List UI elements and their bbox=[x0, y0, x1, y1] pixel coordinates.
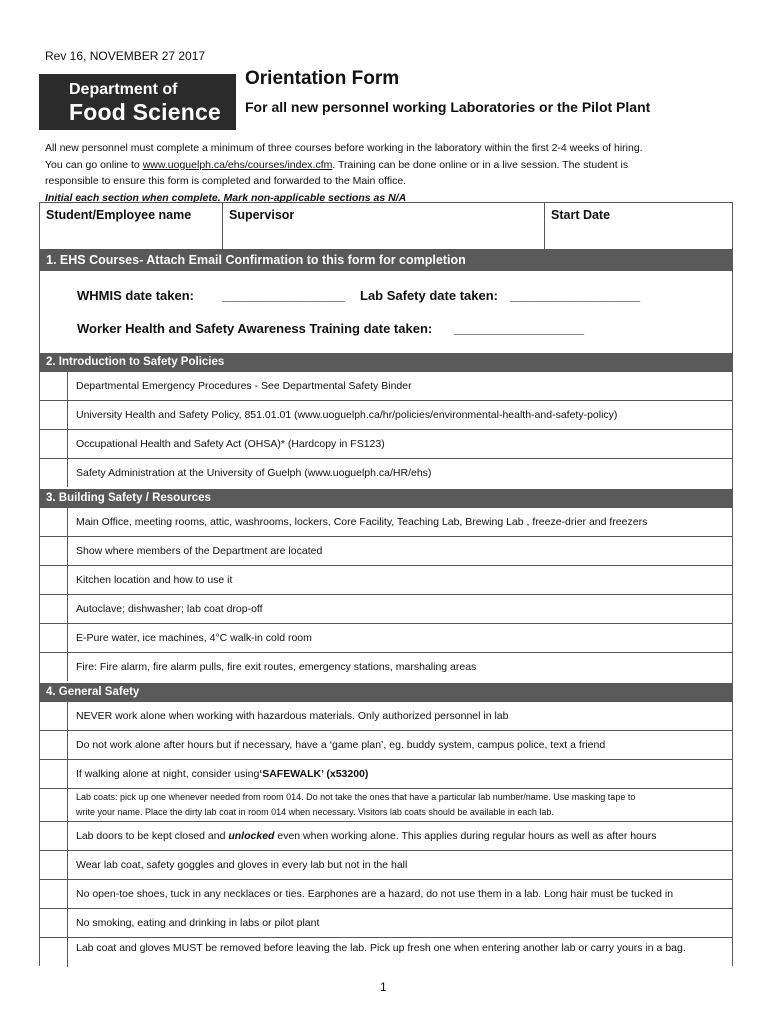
initial-box[interactable] bbox=[40, 372, 68, 400]
personnel-info-row bbox=[40, 203, 732, 250]
initial-box[interactable] bbox=[40, 595, 68, 623]
checklist-item: If walking alone at night, consider using ‘SAFEWALK’ (x53200) bbox=[76, 768, 369, 780]
checklist-item: Do not work alone after hours but if necessary, have a ‘game plan’, eg. buddy system, campus police, text a friend bbox=[76, 739, 606, 751]
initial-box[interactable] bbox=[40, 508, 68, 536]
initial-box[interactable] bbox=[40, 880, 68, 908]
section-1-header: 1. EHS Courses- Attach Email Confirmation to this form for completion bbox=[40, 250, 732, 271]
checklist-item: University Health and Safety Policy, 851.01.01 (www.uoguelph.ca/hr/policies/environmental-health-and-safety-policy) bbox=[76, 409, 618, 421]
checklist-item: Departmental Emergency Procedures - See Departmental Safety Binder bbox=[76, 380, 412, 392]
initial-box[interactable] bbox=[40, 789, 68, 821]
checklist-row bbox=[40, 730, 732, 759]
form-title: Orientation Form bbox=[245, 68, 400, 89]
initial-box[interactable] bbox=[40, 624, 68, 652]
checklist-row bbox=[40, 565, 732, 594]
revision-date: Rev 16, NOVEMBER 27 2017 bbox=[45, 49, 206, 63]
initial-box[interactable] bbox=[40, 909, 68, 937]
checklist-row bbox=[40, 536, 732, 565]
form-subtitle: For all new personnel working Laboratories or the Pilot Plant bbox=[245, 99, 651, 115]
intro-paragraph bbox=[45, 140, 735, 206]
initial-box[interactable] bbox=[40, 851, 68, 879]
checklist-row bbox=[40, 458, 732, 487]
checklist-item: Lab doors to be kept closed and unlocked even when working alone. This applies during regular hours as well as after hours bbox=[76, 830, 657, 842]
whmis-date-input[interactable]: _________________ bbox=[222, 288, 345, 303]
checklist-row bbox=[40, 788, 732, 821]
checklist-item: No open-toe shoes, tuck in any necklaces or ties. Earphones are a hazard, do not use them in a lab. Long hair must be tucked in bbox=[76, 888, 674, 900]
logo-line-1: Department of bbox=[69, 81, 178, 98]
initial-box[interactable] bbox=[40, 760, 68, 788]
checklist-item: NEVER work alone when working with hazardous materials. Only authorized personnel in lab bbox=[76, 710, 509, 722]
student-name-field[interactable]: Student/Employee name bbox=[40, 203, 223, 250]
orientation-table bbox=[39, 202, 733, 966]
initial-box[interactable] bbox=[40, 653, 68, 681]
initial-box[interactable] bbox=[40, 430, 68, 458]
intro-line-2: You can go online to www.uoguelph.ca/ehs/courses/index.cfm. Training can be done online or in a live session. The student is bbox=[45, 158, 629, 171]
section-4-header: 4. General Safety bbox=[40, 683, 732, 701]
department-logo bbox=[39, 74, 236, 130]
lab-safety-label: Lab Safety date taken: bbox=[360, 288, 498, 303]
checklist-row bbox=[40, 821, 732, 850]
checklist-item: Show where members of the Department are located bbox=[76, 545, 323, 557]
checklist-row bbox=[40, 850, 732, 879]
safewalk-callout: ‘SAFEWALK’ (x53200) bbox=[259, 768, 369, 780]
intro-line-1: All new personnel must complete a minimum of three courses before working in the laboratory within the first 2-4 weeks of hiring. bbox=[45, 142, 643, 154]
checklist-item: E-Pure water, ice machines, 4°C walk-in cold room bbox=[76, 632, 312, 644]
initial-box[interactable] bbox=[40, 537, 68, 565]
checklist-row bbox=[40, 701, 732, 730]
initial-box[interactable] bbox=[40, 731, 68, 759]
checklist-row bbox=[40, 652, 732, 681]
initial-box[interactable] bbox=[40, 566, 68, 594]
checklist-row bbox=[40, 594, 732, 623]
checklist-item: Safety Administration at the University of Guelph (www.uoguelph.ca/HR/ehs) bbox=[76, 467, 432, 479]
section-2-header: 2. Introduction to Safety Policies bbox=[40, 353, 732, 371]
checklist-row bbox=[40, 937, 732, 967]
start-date-field[interactable]: Start Date bbox=[551, 208, 611, 222]
initial-box[interactable] bbox=[40, 822, 68, 850]
checklist-row bbox=[40, 908, 732, 937]
checklist-row bbox=[40, 371, 732, 400]
worker-training-date-input[interactable]: __________________ bbox=[454, 321, 585, 336]
courses-link[interactable]: www.uoguelph.ca/ehs/courses/index.cfm bbox=[142, 158, 333, 171]
worker-training-label: Worker Health and Safety Awareness Training date taken: bbox=[77, 321, 433, 336]
checklist-item: Lab coats: pick up one whenever needed from room 014. Do not take the ones that have a particular lab number/name. Use masking tape to write your name. Place the dirty lab coat in room 014 when necessary. Visitors lab coats should be available in each lab. bbox=[76, 792, 636, 817]
checklist-item: Wear lab coat, safety goggles and gloves in every lab but not in the hall bbox=[76, 859, 408, 871]
intro-instruction: Initial each section when complete. Mark non-applicable sections as N/A bbox=[45, 191, 407, 204]
logo-line-2: Food Science bbox=[69, 99, 221, 125]
page-number: 1 bbox=[380, 980, 387, 994]
checklist-row bbox=[40, 507, 732, 536]
checklist-row bbox=[40, 879, 732, 908]
initial-box[interactable] bbox=[40, 401, 68, 429]
checklist-row bbox=[40, 429, 732, 458]
initial-box[interactable] bbox=[40, 702, 68, 730]
checklist-item: Autoclave; dishwasher; lab coat drop-off bbox=[76, 603, 263, 615]
whmis-label: WHMIS date taken: bbox=[77, 288, 195, 303]
checklist-item: Fire: Fire alarm, fire alarm pulls, fire exit routes, emergency stations, marshaling areas bbox=[76, 661, 477, 673]
checklist-item: Kitchen location and how to use it bbox=[76, 574, 233, 586]
lab-safety-date-input[interactable]: __________________ bbox=[510, 288, 641, 303]
checklist-row bbox=[40, 400, 732, 429]
checklist-item: Lab coat and gloves MUST be removed before leaving the lab. Pick up fresh one when entering another lab or carry yours in a bag. bbox=[76, 942, 686, 954]
section-3-header: 3. Building Safety / Resources bbox=[40, 489, 732, 507]
supervisor-field[interactable]: Supervisor bbox=[223, 203, 545, 250]
checklist-item: Occupational Health and Safety Act (OHSA)* (Hardcopy in FS123) bbox=[76, 438, 385, 450]
checklist-row bbox=[40, 759, 732, 788]
checklist-item: No smoking, eating and drinking in labs or pilot plant bbox=[76, 917, 320, 929]
checklist-item: Main Office, meeting rooms, attic, washrooms, lockers, Core Facility, Teaching Lab, Brewing Lab , freeze-drier and freezers bbox=[76, 516, 648, 528]
initial-box[interactable] bbox=[40, 459, 68, 487]
initial-box[interactable] bbox=[40, 938, 68, 967]
checklist-row bbox=[40, 623, 732, 652]
intro-line-3: responsible to ensure this form is completed and forwarded to the Main office. bbox=[45, 175, 407, 187]
